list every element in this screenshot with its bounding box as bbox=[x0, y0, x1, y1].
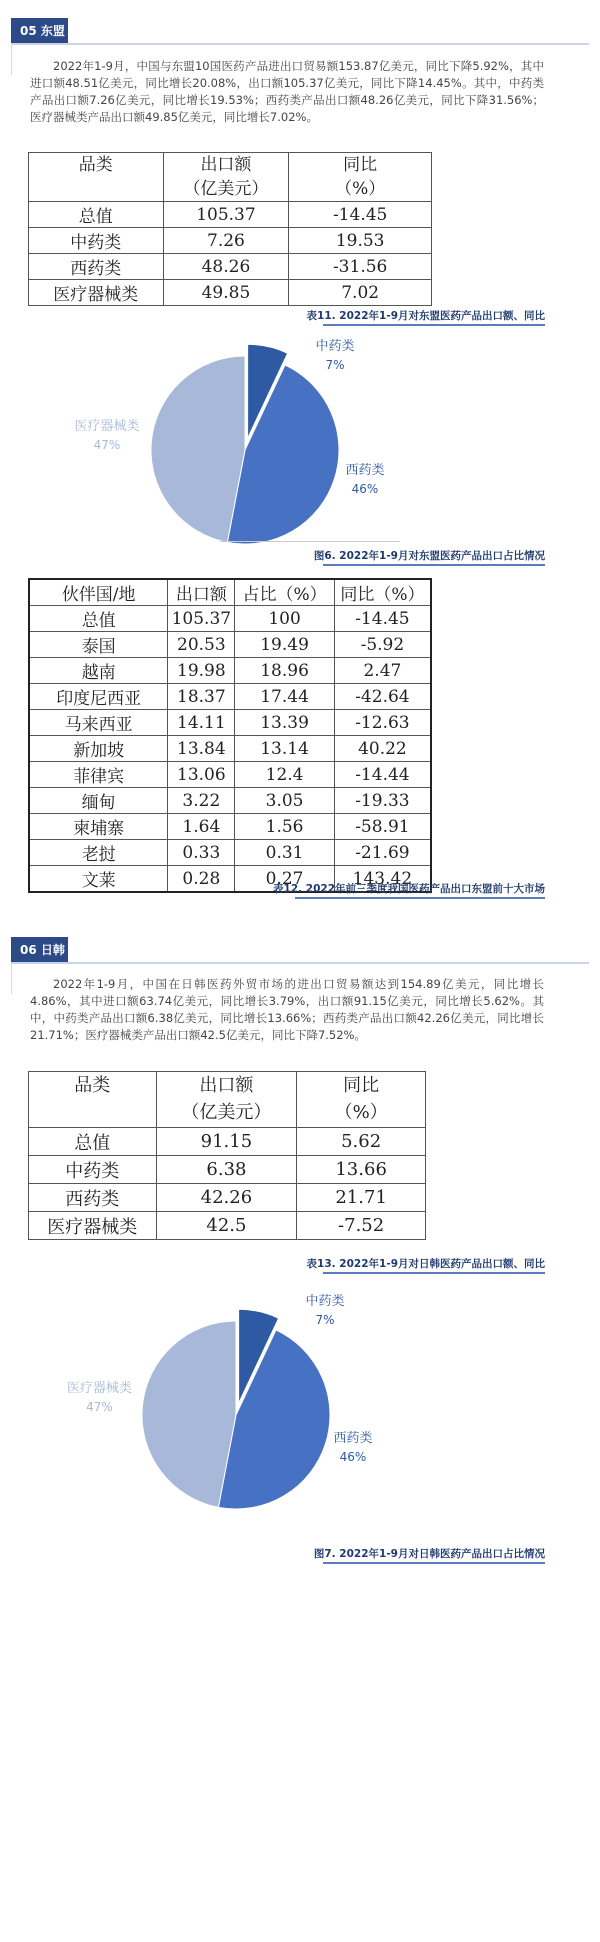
table-cell: 48.26 bbox=[163, 254, 289, 280]
table-cell: 105.37 bbox=[168, 606, 235, 632]
table-cell: 新加坡 bbox=[29, 736, 168, 762]
table-row bbox=[29, 1212, 426, 1240]
table-cell: 12.4 bbox=[235, 762, 335, 788]
header-cell: 占比（%） bbox=[235, 579, 335, 606]
header-cell: 同比 （%） bbox=[289, 153, 432, 202]
table-cell: 中药类 bbox=[29, 228, 164, 254]
table-row bbox=[29, 814, 431, 840]
asean-category-table bbox=[28, 152, 432, 306]
table-cell: 7.02 bbox=[289, 280, 432, 306]
section-rule bbox=[11, 962, 589, 964]
section-vline bbox=[11, 964, 12, 994]
table-cell: -31.56 bbox=[289, 254, 432, 280]
table-header-row bbox=[29, 579, 431, 606]
pie-slice-device bbox=[142, 1321, 236, 1507]
section-vline bbox=[11, 45, 12, 75]
table-row bbox=[29, 202, 432, 228]
table-cell: 0.27 bbox=[235, 866, 335, 893]
table-cell: 1.64 bbox=[168, 814, 235, 840]
table-cell: 老挝 bbox=[29, 840, 168, 866]
figure-caption: 图6. 2022年1-9月对东盟医药产品出口占比情况 bbox=[313, 550, 545, 562]
table-cell: 14.11 bbox=[168, 710, 235, 736]
table-cell: 3.22 bbox=[168, 788, 235, 814]
japan-korea-paragraph: 2022年1-9月，中国在日韩医药外贸市场的进出口贸易额达到154.89亿美元，同比增长4.86%，其中进口额63.74亿美元，同比增长3.79%，出口额91.15亿美元，同比增长5.62%。其中，中药类产品出口额6.38亿美元，同比增长13.66%；西药类产品出口额42.26亿美元，同比增长21.71%；医疗器械类产品出口额42.5亿美元，同比下降7.52%。 bbox=[30, 977, 544, 1042]
table-caption: 表11. 2022年1-9月对东盟医药产品出口额、同比 bbox=[306, 310, 545, 322]
table-cell: -14.44 bbox=[334, 762, 431, 788]
table-cell: 13.39 bbox=[235, 710, 335, 736]
table-caption: 表13. 2022年1-9月对日韩医药产品出口额、同比 bbox=[306, 1258, 545, 1270]
table-caption: 表12. 2022年前三季度我国医药产品出口东盟前十大市场 bbox=[273, 883, 545, 895]
table-cell: 91.15 bbox=[156, 1128, 297, 1156]
table-cell: 5.62 bbox=[297, 1128, 426, 1156]
table-cell: -21.69 bbox=[334, 840, 431, 866]
table-cell: 1.56 bbox=[235, 814, 335, 840]
table-cell: 17.44 bbox=[235, 684, 335, 710]
table-cell: 18.37 bbox=[168, 684, 235, 710]
header-cell: 品类 bbox=[29, 153, 164, 202]
table-cell: 医疗器械类 bbox=[29, 1212, 157, 1240]
caption-underline bbox=[295, 897, 545, 899]
table-cell: 泰国 bbox=[29, 632, 168, 658]
table-cell: 42.5 bbox=[156, 1212, 297, 1240]
table-cell: 马来西亚 bbox=[29, 710, 168, 736]
table-cell: -14.45 bbox=[334, 606, 431, 632]
table-cell: 19.98 bbox=[168, 658, 235, 684]
section-badge-asean: 05 东盟 bbox=[11, 18, 68, 44]
table-cell: 19.53 bbox=[289, 228, 432, 254]
table-cell: 20.53 bbox=[168, 632, 235, 658]
table-cell: 100 bbox=[235, 606, 335, 632]
header-cell: 品类 bbox=[29, 1072, 157, 1128]
table-row bbox=[29, 710, 431, 736]
table-row bbox=[29, 684, 431, 710]
table-cell: 越南 bbox=[29, 658, 168, 684]
table-cell: 0.33 bbox=[168, 840, 235, 866]
table-cell: -19.33 bbox=[334, 788, 431, 814]
table-cell: 总值 bbox=[29, 1128, 157, 1156]
caption-underline bbox=[323, 564, 545, 566]
table-cell: 42.26 bbox=[156, 1184, 297, 1212]
table-cell: 印度尼西亚 bbox=[29, 684, 168, 710]
table-cell: 总值 bbox=[29, 202, 164, 228]
table-row bbox=[29, 1184, 426, 1212]
table-row bbox=[29, 658, 431, 684]
table-header-row bbox=[29, 1072, 426, 1128]
table-cell: 菲律宾 bbox=[29, 762, 168, 788]
table-cell: -42.64 bbox=[334, 684, 431, 710]
pie-slice-device bbox=[151, 356, 245, 542]
table-cell: 2.47 bbox=[334, 658, 431, 684]
caption-underline bbox=[323, 324, 545, 326]
table-cell: 13.14 bbox=[235, 736, 335, 762]
table-cell: 6.38 bbox=[156, 1156, 297, 1184]
asean-paragraph: 2022年1-9月，中国与东盟10国医药产品进出口贸易额153.87亿美元，同比下降5.92%，其中进口额48.51亿美元，同比增长20.08%，出口额105.37亿美元，同比下降14.45%。其中，中药类产品出口额7.26亿美元，同比增长19.53%；西药类产品出口额48.26亿美元，同比下降31.56%；医疗器械类产品出口额49.85亿美元，同比增长7.02%。 bbox=[30, 59, 544, 124]
table-cell: -14.45 bbox=[289, 202, 432, 228]
table-cell: -12.63 bbox=[334, 710, 431, 736]
table-cell: 40.22 bbox=[334, 736, 431, 762]
table-row bbox=[29, 632, 431, 658]
table-cell: 缅甸 bbox=[29, 788, 168, 814]
pie-label-tcm: 中药类 7% bbox=[305, 1294, 345, 1327]
pie-label-western: 西药类 46% bbox=[345, 463, 385, 496]
table-cell: 13.06 bbox=[168, 762, 235, 788]
table-cell: 105.37 bbox=[163, 202, 289, 228]
table-cell: 文莱 bbox=[29, 866, 168, 893]
header-cell: 出口额 bbox=[168, 579, 235, 606]
section-badge-japan-korea: 06 日韩 bbox=[11, 937, 68, 963]
table-row bbox=[29, 762, 431, 788]
table-cell: -5.92 bbox=[334, 632, 431, 658]
table-cell: 143.42 bbox=[334, 866, 431, 893]
table-row bbox=[29, 840, 431, 866]
figure-caption: 图7. 2022年1-9月对日韩医药产品出口占比情况 bbox=[313, 1548, 545, 1560]
asean-market-table bbox=[28, 578, 432, 893]
caption-underline bbox=[323, 1562, 545, 1564]
table-row bbox=[29, 788, 431, 814]
table-cell: -7.52 bbox=[297, 1212, 426, 1240]
table-cell: 0.31 bbox=[235, 840, 335, 866]
pie-label-western: 西药类 46% bbox=[333, 1431, 373, 1464]
section-rule bbox=[11, 43, 589, 45]
table-cell: 3.05 bbox=[235, 788, 335, 814]
table-cell: -58.91 bbox=[334, 814, 431, 840]
table-cell: 柬埔寨 bbox=[29, 814, 168, 840]
table-cell: 13.84 bbox=[168, 736, 235, 762]
pie-baseline bbox=[220, 541, 400, 542]
table-cell: 西药类 bbox=[29, 1184, 157, 1212]
header-cell: 伙伴国/地 bbox=[29, 579, 168, 606]
pie-label-device: 医疗器械类 47% bbox=[74, 419, 140, 452]
table-row bbox=[29, 280, 432, 306]
table-cell: 21.71 bbox=[297, 1184, 426, 1212]
table-header-row bbox=[29, 153, 432, 202]
header-cell: 同比 （%） bbox=[297, 1072, 426, 1128]
japan-korea-category-table bbox=[28, 1071, 426, 1240]
table-cell: 13.66 bbox=[297, 1156, 426, 1184]
header-cell: 出口额 （亿美元） bbox=[163, 153, 289, 202]
header-cell: 同比（%） bbox=[334, 579, 431, 606]
table-row bbox=[29, 228, 432, 254]
table-cell: 49.85 bbox=[163, 280, 289, 306]
table-row bbox=[29, 1156, 426, 1184]
header-cell: 出口额 （亿美元） bbox=[156, 1072, 297, 1128]
table-row bbox=[29, 1128, 426, 1156]
table-row bbox=[29, 736, 431, 762]
table-cell: 中药类 bbox=[29, 1156, 157, 1184]
caption-underline bbox=[323, 1272, 545, 1274]
pie-label-device: 医疗器械类 47% bbox=[66, 1381, 132, 1414]
table-cell: 18.96 bbox=[235, 658, 335, 684]
table-cell: 19.49 bbox=[235, 632, 335, 658]
table-row bbox=[29, 254, 432, 280]
table-cell: 西药类 bbox=[29, 254, 164, 280]
table-cell: 0.28 bbox=[168, 866, 235, 893]
table-cell: 医疗器械类 bbox=[29, 280, 164, 306]
table-cell: 总值 bbox=[29, 606, 168, 632]
pie-label-tcm: 中药类 7% bbox=[315, 339, 355, 372]
table-cell: 7.26 bbox=[163, 228, 289, 254]
table-row bbox=[29, 606, 431, 632]
